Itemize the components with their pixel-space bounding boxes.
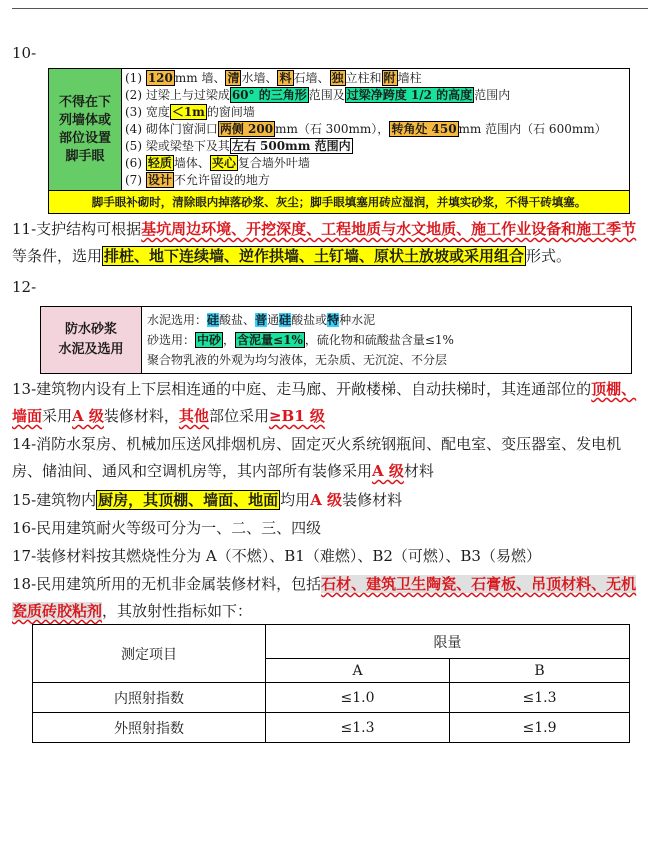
item-12-line-2: 砂选用： 中砂 ， 含泥量≤1% ，硫化物和硫酸盐含量≤1% (147, 333, 454, 347)
item-14: 14-消防水泵房、机械加压送风排烟机房、固定灭火系统钢瓶间、配电室、变压器室、发电机房、储油间、通风和空调机房等，其内部所有装修采用A 级材料 (12, 435, 622, 480)
item-10-table (48, 68, 630, 214)
item-10-footer: 脚手眼补砌时，清除眼内掉落砂浆、灰尘；脚手眼填塞用砖应湿润，并填实砂浆，不得干砖填塞。 (49, 190, 629, 213)
item-10-line-3: (3) 宽度 ＜1m 的窗间墙 (125, 105, 255, 119)
col-header-limit: 限量 (266, 625, 630, 659)
col-header-a: A (266, 659, 450, 683)
item-10-number: 10- (12, 44, 37, 62)
item-13: 13-建筑物内设有上下层相连通的中庭、走马廊、开敞楼梯、自动扶梯时，其连通部位的顶棚、墙面采用A 级装修材料，其他部位采用≥B1 级 (12, 380, 637, 425)
table-row: 内照射指数 ≤1.0 ≤1.3 (33, 683, 630, 713)
top-rule (12, 8, 648, 9)
item-15: 15-建筑物内 厨房，其顶棚、墙面、地面 均用A 级装修材料 (12, 491, 403, 509)
item-17: 17-装修材料按其燃烧性分为 A（不燃）、B1（难燃）、B2（可燃）、B3（易燃） (12, 547, 541, 565)
item-10-line-2: (2) 过梁上与过梁成 60° 的三角形 范围及 过梁净跨度 1/2 的高度 范围内 (125, 88, 511, 102)
item-12-number: 12- (12, 278, 37, 296)
item-12-label: 防水砂浆 水泥及选用 (41, 307, 142, 373)
item-11: 11-支护结构可根据基坑周边环境、开挖深度、工程地质与水文地质、施工作业设备和施工季节等条件，选用 排桩、地下连续墙、逆作拱墙、土钉墙、原状土放坡或采用组合 形式。 (12, 220, 637, 265)
item-18: 18-民用建筑所用的无机非金属装修材料，包括石材、建筑卫生陶瓷、石膏板、吊顶材料、无机瓷质砖胶粘剂，其放射性指标如下： (12, 575, 637, 620)
item-12-line-3: 聚合物乳液的外观为均匀液体，无杂质、无沉淀、不分层 (147, 353, 448, 367)
col-header-b: B (450, 659, 630, 683)
item-12-line-1: 水泥选用：硅酸盐、普通硅酸盐或特种水泥 (147, 313, 376, 327)
item-10-line-7: (7) 设计 不允许留设的地方 (125, 173, 270, 187)
item-10-line-5: (5) 梁或梁垫下及其 左右 500mm 范围内 (125, 139, 351, 153)
item-10-label: 不得在下 列墙体或 部位设置 脚手眼 (49, 69, 122, 190)
item-10-line-4: (4) 砌体门窗洞口 两侧 200 mm（石 300mm）， 转角处 450 mm 范围内（石 600mm） (125, 122, 607, 136)
item-12-table (40, 306, 632, 374)
item-10-line-6: (6) 轻质 墙体、 夹心 复合墙外叶墙 (125, 156, 310, 170)
table-row: 外照射指数 ≤1.3 ≤1.9 (33, 713, 630, 743)
radiation-limits-table (32, 624, 630, 743)
item-16: 16-民用建筑耐火等级可分为一、二、三、四级 (12, 519, 322, 537)
item-10-list (125, 70, 629, 189)
item-12-list (147, 310, 631, 370)
col-header-item: 测定项目 (33, 625, 266, 683)
item-10-line-1: (1) 120 mm 墙、 清 水墙、 料 石墙、 独 立柱和 附 墙柱 (125, 71, 422, 85)
